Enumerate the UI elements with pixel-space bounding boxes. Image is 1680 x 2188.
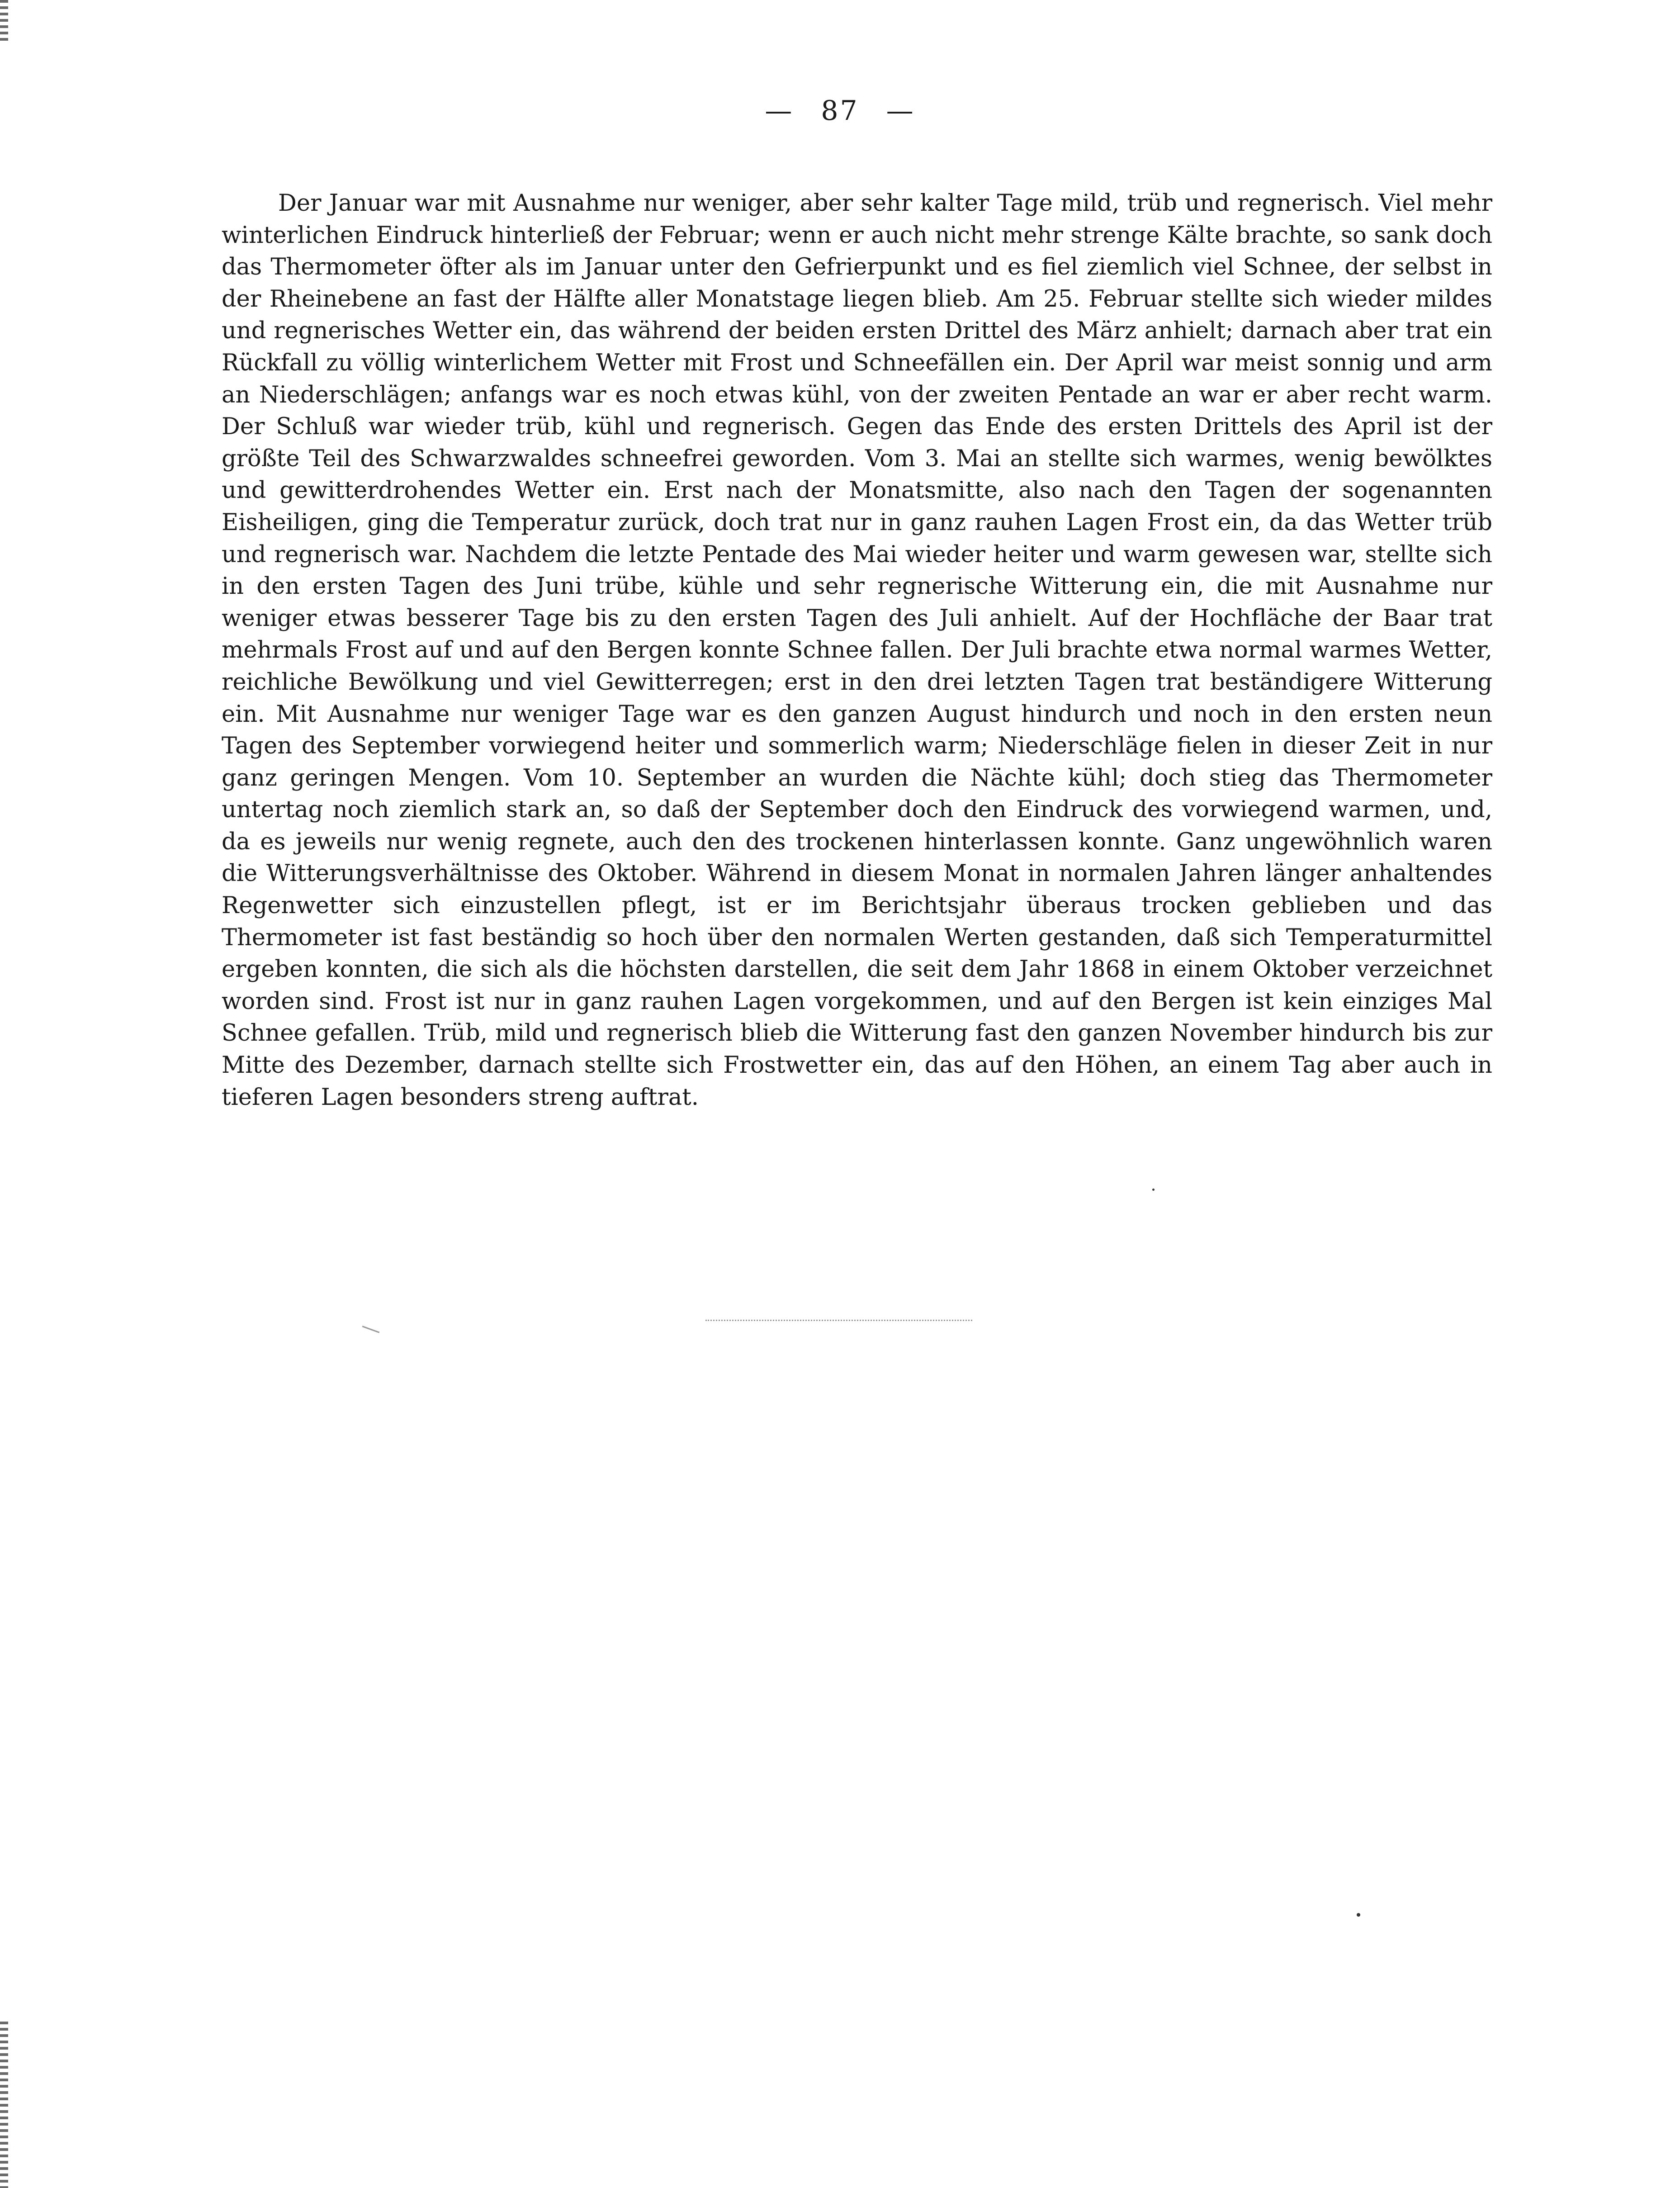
section-divider-rule [705,1320,972,1321]
page-number-dash-left: — [765,95,794,127]
scan-edge-bottom [0,2022,8,2188]
page-number [0,93,1680,129]
scan-speck [1357,1913,1360,1917]
weather-summary-paragraph: Der Januar war mit Ausnahme nur weniger, aber sehr kalter Tage mild, trüb und regnerisch. Viel mehr winterlichen Eindruck hinterließ der Februar; wenn er auch nicht mehr strenge Kälte brachte, so sank doch das Thermometer öfter als im Januar unter den Gefrierpunkt und es fiel ziemlich viel Schnee, der selbst in der Rheinebene an fast der Hälfte aller Monatstage liegen blieb. Am 25. Februar stellte sich wieder mildes und regnerisches Wetter ein, das während der beiden ersten Drittel des März anhielt; darnach aber trat ein Rückfall zu völlig winterlichem Wetter mit Frost und Schneefällen ein. Der April war meist sonnig und arm an Niederschlägen; anfangs war es noch etwas kühl, von der zweiten Pentade an war er aber recht warm. Der Schluß war wieder trüb, kühl und regnerisch. Gegen das Ende des ersten Drittels des April ist der größte Teil des Schwarzwaldes schneefrei geworden. Vom 3. Mai an stellte sich warmes, wenig bewölktes und gewitterdrohendes Wetter ein. Erst nach der Monatsmitte, also nach den Tagen der sogenannten Eisheiligen, ging die Temperatur zurück, doch trat nur in ganz rauhen Lagen Frost ein, da das Wetter trüb und regnerisch war. Nachdem die letzte Pentade des Mai wieder heiter und warm gewesen war, stellte sich in den ersten Tagen des Juni trübe, kühle und sehr regnerische Witterung ein, die mit Ausnahme nur weniger etwas besserer Tage bis zu den ersten Tagen des Juli anhielt. Auf der Hochfläche der Baar trat mehrmals Frost auf und auf den Bergen konnte Schnee fallen. Der Juli brachte etwa normal warmes Wetter, reichliche Bewölkung und viel Gewitterregen; erst in den drei letzten Tagen trat beständigere Witterung ein. Mit Ausnahme nur weniger Tage war es den ganzen August hindurch und noch in den ersten neun Tagen des September vorwiegend heiter und sommerlich warm; Niederschläge fielen in dieser Zeit in nur ganz geringen Mengen. Vom 10. September an wurden die Nächte kühl; doch stieg das Thermometer untertag noch ziemlich stark an, so daß der September doch den Eindruck des vorwiegend warmen, und, da es jeweils nur wenig regnete, auch den des trockenen hinterlassen konnte. Ganz ungewöhnlich waren die Witterungsverhältnisse des Oktober. Während in diesem Monat in normalen Jahren länger anhaltendes Regenwetter sich einzustellen pflegt, ist er im Berichtsjahr überaus trocken geblieben und das Thermometer ist fast beständig so hoch über den normalen Werten gestanden, daß sich Temperaturmittel ergeben konnten, die sich als die höchsten darstellen, die seit dem Jahr 1868 in einem Oktober verzeichnet worden sind. Frost ist nur in ganz rauhen Lagen vorgekommen, und auf den Bergen ist kein einziges Mal Schnee gefallen. Trüb, mild und regnerisch blieb die Witterung fast den ganzen November hindurch bis zur Mitte des Dezember, darnach stellte sich Frostwetter ein, das auf den Höhen, an einem Tag aber auch in tieferen Lagen besonders streng auftrat. [222,190,1492,1111]
scan-edge-top [0,0,8,41]
scan-speck [1152,1189,1155,1191]
page-number-dash-right: — [886,95,915,127]
scan-stroke [362,1326,380,1333]
page-number-value: 87 [821,95,859,127]
